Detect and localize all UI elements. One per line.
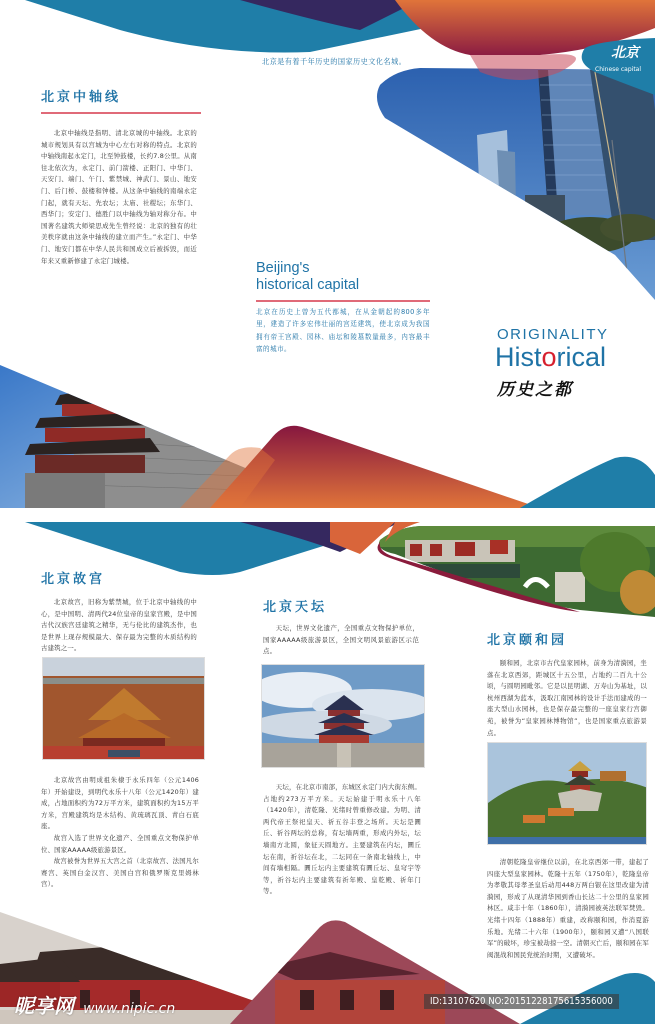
temple-of-heaven-body: 天坛，在北京市南部，东城区永定门内大街东侧。占地约273万平方米。天坛始建于明永乐十八年（1420年），清乾隆、光绪时曾重修改建。为明、清两代帝王祭祀皇天、祈五谷丰登之场所。天坛是圜丘、祈谷两坛的总称，有坛墙两重，形成内外坛，坛墙南方北圆，象征天圆地方。主要建筑在内坛，圜丘坛在南，祈谷坛在北，二坛同在一条南北轴线上，中间有墙相隔。圜丘坛内主要建筑有圜丘坛、皇穹宇等等，祈谷坛内主要建筑有祈年殿、皇乾殿、祈年门等。 [263,783,421,896]
badge-title: 北京 [611,45,639,61]
forbidden-city-image [43,658,205,760]
forbidden-city-section [41,568,201,655]
capital-section-body: 北京在历史上曾为五代都城，在从金朝起的800多年里，建造了许多宏伟壮丽的宫廷建筑，使北京成为我国拥有帝王宫殿、园林、庙坛和陵墓数量最多，内容最丰富的城市。 [256,308,430,354]
brand-historical: Historical [495,342,607,372]
capital-title-line2: historical capital [256,277,360,293]
axis-section-body: 北京中轴线是指明、清北京城的中轴线。北京的城市规划具有以宫城为中心左右对称的特点。北京的中轴线南起永定门，北至钟鼓楼，长约7.8公里。从南往北依次为，永定门、前门箭楼、正阳门、中华门、天安门、端门、午门、紫禁城、神武门、景山、地安门、后门桥、鼓楼和钟楼。从这条中轴线的南端永定门起，就有天坛、先农坛；太庙、社稷坛；东华门、西华门；安定门、德胜门以中轴线为轴对称分布。中国著名建筑大师梁思成先生曾经说：北京的独有的壮美秩序就由这条中轴线的建立而产生。”永定门、中华门、地安门都在中华人民共和国成立后被拆毁，而近年来又重新修建了永定门城楼。 [41,129,197,265]
brochure-inner-page [0,512,655,1024]
title-underline [41,112,201,114]
badge-subtitle: Chinese capital [595,66,642,73]
forbidden-city-intro: 北京故宫，旧称为紫禁城，位于北京中轴线的中心，是中国明、清两代24位皇帝的皇家宫殿，是中国古代汉族宫廷建筑之精华，无与伦比的建筑杰作，也是世界上现存规模最大、保存最为完整的木质结构的古建筑之一。 [41,598,197,653]
watermark-logo: 昵享网 [14,994,74,1018]
brand-accent-letter: o [541,342,557,372]
temple-of-heaven-image [262,665,425,768]
forbidden-city-photo [42,657,205,760]
title-underline [256,300,430,302]
capital-section [256,260,436,356]
watermark [14,990,175,1019]
temple-of-heaven-intro: 天坛，世界文化遗产，全国重点文物保护单位，国家AAAAA级旅游景区，全国文明风景旅游区示范点。 [263,624,419,656]
cover-tagline: 北京是有着千年历史的国家历史文化名城。 [262,57,407,66]
brand-calligraphy: 历史之都 [497,380,573,400]
forbidden-city-title: 北京故宫 [41,572,106,587]
brand-originality: ORIGINALITY [497,326,609,343]
summer-palace-title: 北京颐和园 [487,633,568,648]
watermark-id: ID:13107620 NO:20151228175615356000 [424,994,619,1009]
temple-of-heaven-title: 北京天坛 [263,600,328,615]
brochure-cover-page [0,0,655,508]
axis-section-title: 北京中轴线 [41,90,122,105]
temple-of-heaven-photo [261,664,425,768]
summer-palace-photo [487,742,647,845]
watermark-url: www.nipic.cn [83,1001,176,1017]
summer-palace-section [487,629,647,739]
axis-section [41,86,201,114]
summer-palace-body: 清朝乾隆皇帝继位以前，在北京西郊一带，建起了四座大型皇家园林。乾隆十五年（1750年），乾隆皇帝为孝敬其母孝圣皇后动用448万两白银在这里改建为清漪园，形成了从现清华园到香山长达二十公里的皇家园林区。咸丰十年（1860年），清漪园被英法联军焚毁。光绪十四年（1888年）重建，改称颐和园，作消夏游乐地。光绪二十六年（1900年），颐和园又遭“八国联军”的破坏，珍宝被劫掠一空。清朝灭亡后，颐和园在军阀混战和国民党统治时期，又遭破坏。 [487,858,649,959]
capital-title-line1: Beijing's [256,260,310,276]
summer-palace-intro: 颐和园，北京市古代皇家园林，前身为清漪园，坐落在北京西郊，距城区十五公里，占地约二百九十公顷，与圆明园毗邻。它是以昆明湖、万寿山为基址，以杭州西湖为蓝本，汲取江南园林的设计手法而建成的一座大型山水园林，也是保存最完整的一座皇家行宫御苑，被誉为“皇家园林博物馆”，也是国家重点旅游景点。 [487,659,647,737]
forbidden-city-body: 北京故宫由明成祖朱棣于永乐四年（公元1406年）开始建设，到明代永乐十八年（公元1420年）建成，占地面积约为72万平方米，建筑面积约为15万平方米，宫殿建筑均是木结构、黄琉璃瓦顶、青白石底座。 故宫入选了世界文化遗产、全国重点文物保护单位、国家AAAAA级旅游景区。 故宫被誉为世界五大宫之首（北京故宫、法国凡尔赛宫、英国白金汉宫、美国白宫和俄罗斯克里姆林宫）。 [41,776,199,889]
summer-palace-image [488,743,647,845]
brand-block [497,326,637,400]
temple-of-heaven-section [263,596,423,658]
